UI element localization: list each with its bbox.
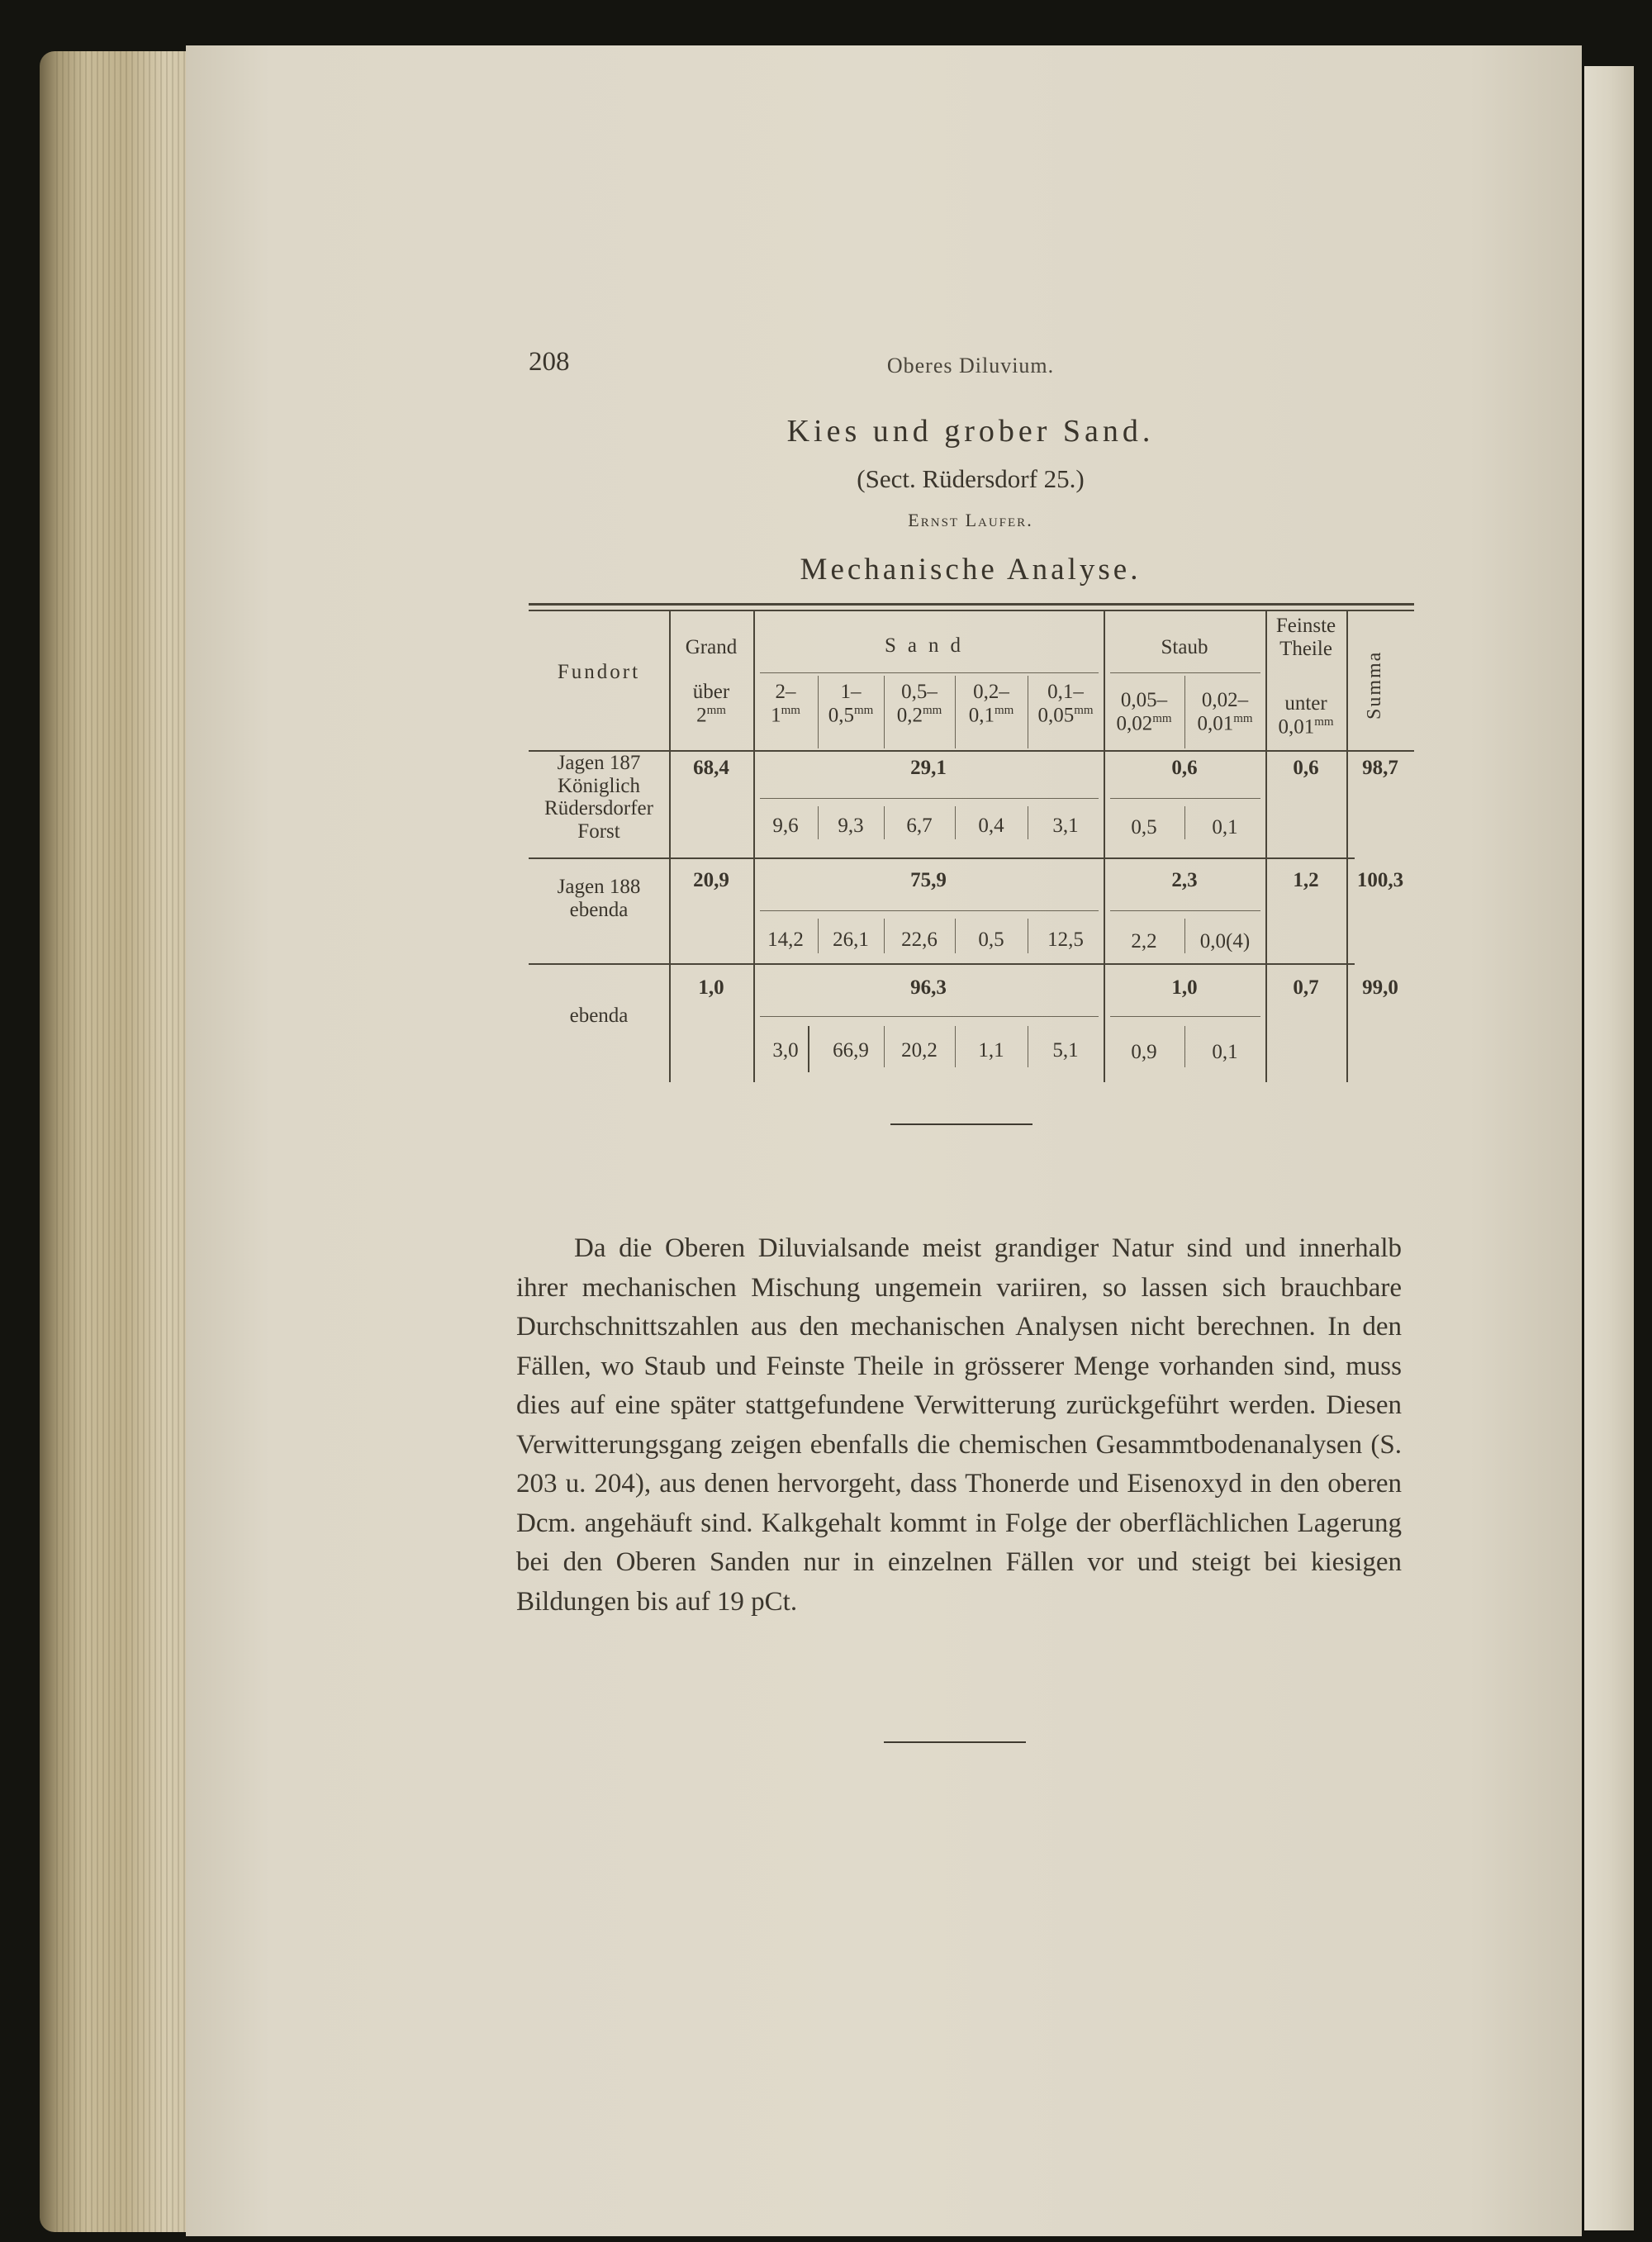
row-1-summa: 98,7: [1362, 757, 1398, 779]
header-grand-sub2: $2^{mm}$: [696, 704, 726, 727]
sand-col-header-4: 0,2– $0,1^{mm}$: [968, 681, 1014, 726]
row-1-sand-5: 3,1: [1052, 815, 1079, 837]
row-2-summa: 100,3: [1356, 869, 1404, 891]
row-1-sand-3: 6,7: [906, 815, 933, 837]
row-1-grand: 68,4: [693, 757, 729, 779]
row-3-sand-1: 3,0: [772, 1039, 799, 1062]
row-2-sand-2: 26,1: [833, 929, 869, 951]
header-feinste-4: $0,01^{mm}$: [1278, 715, 1334, 739]
row-3-grand: 1,0: [698, 976, 724, 999]
section-divider: [890, 1123, 1032, 1125]
staub-sub-rule: [1110, 672, 1260, 673]
row-2-staub-2: 0,0(4): [1199, 930, 1251, 952]
row-3-sand-total: 96,3: [910, 976, 947, 999]
row-1-sand-rule: [760, 798, 1099, 799]
row-2-feinste: 1,2: [1293, 869, 1319, 891]
row-3-feinste: 0,7: [1293, 976, 1319, 999]
row-3-staub-total: 1,0: [1171, 976, 1198, 999]
paragraph-text: Da die Oberen Diluvialsande meist grandiger Natur sind und innerhalb ihrer mechanischen Mischung ungemein variiren, so lassen sich brauchbare Durchschnittszahlen aus den mechanischen Analysen nicht berechnen. In den Fällen, wo Staub und Feinste Theile in grösserer Menge vorhanden sind, muss dies auf eine später stattgefundene Verwitterung zurückgeführt werden. Diesen Verwitterungsgang zeigen ebenfalls die chemischen Gesammtbodenanalysen (S. 203 u. 204), aus denen hervorgeht, dass Thonerde und Eisenoxyd in den oberen Dcm. angehäuft sind. Kalkgehalt kommt in Folge der oberflächlichen Lagerung bei den Oberen Sanden nur in einzelnen Fällen vor und steigt bei kiesigen Bildungen bis auf 19 pCt.: [516, 1233, 1402, 1617]
header-grand-sub1: über: [692, 681, 730, 703]
staub-col-header-2: 0,02– $0,01^{mm}$: [1197, 689, 1253, 734]
row-2-staub-1: 2,2: [1131, 930, 1157, 952]
running-header: [529, 347, 1412, 380]
sand-col-header-5: 0,1– $0,05^{mm}$: [1037, 681, 1094, 726]
row-3-sand-5: 5,1: [1052, 1039, 1079, 1062]
table-top-rule: [529, 603, 1414, 606]
row-3-sand-3: 20,2: [901, 1039, 938, 1062]
running-title: Oberes Diluvium.: [886, 354, 1055, 378]
header-summa: Summa: [1364, 650, 1385, 720]
section-subtitle: (Sect. Rüdersdorf 25.): [857, 464, 1085, 493]
row-1-bottom-rule: [529, 857, 1355, 859]
table-row-3-fundort: ebenda: [569, 1005, 629, 1027]
row-2-bottom-rule: [529, 963, 1355, 965]
col-rule: [1104, 610, 1105, 1082]
facing-page-edge: [1584, 66, 1634, 2230]
analysis-table: [529, 603, 1414, 1099]
end-divider: [884, 1741, 1026, 1743]
sand-sub-rule: [760, 672, 1099, 673]
row-1-staub-1: 0,5: [1131, 816, 1157, 838]
row-3-sand-4: 1,1: [978, 1039, 1004, 1062]
header-grand: Grand: [685, 636, 738, 658]
row-3-summa: 99,0: [1362, 976, 1398, 999]
author-name: Ernst Laufer.: [908, 510, 1033, 530]
page-number: 208: [529, 347, 570, 377]
sand-col-header-1: 2– $1^{mm}$: [771, 681, 800, 726]
row-1-staub-total: 0,6: [1171, 757, 1198, 779]
col-rule: [1346, 610, 1348, 1082]
header-feinste-2: Theile: [1279, 638, 1332, 660]
header-feinste-3: unter: [1284, 692, 1327, 715]
row-1-sand-1: 9,6: [772, 815, 799, 837]
row-1-sand-total: 29,1: [910, 757, 947, 779]
row-1-staub-2: 0,1: [1212, 816, 1238, 838]
row-2-sand-4: 0,5: [978, 929, 1004, 951]
row-3-staub-2: 0,1: [1212, 1041, 1238, 1063]
staub-col-header-1: 0,05– $0,02^{mm}$: [1116, 689, 1172, 734]
row-2-grand: 20,9: [693, 869, 729, 891]
sand-col-header-3: 0,5– $0,2^{mm}$: [896, 681, 942, 726]
row-2-sand-1: 14,2: [767, 929, 804, 951]
page-stack: [40, 51, 197, 2232]
row-2-staub-total: 2,3: [1171, 869, 1198, 891]
sand-col-header-2: 1– $0,5^{mm}$: [828, 681, 874, 726]
row-1-sand-2: 9,3: [838, 815, 864, 837]
row-1-feinste: 0,6: [1293, 757, 1319, 779]
header-fundort: Fundort: [557, 661, 641, 683]
row-2-sand-total: 75,9: [910, 869, 947, 891]
col-rule: [1265, 610, 1267, 1082]
section-title: Kies und grober Sand.: [786, 414, 1155, 449]
row-1-sand-4: 0,4: [978, 815, 1004, 837]
row-2-sand-3: 22,6: [901, 929, 938, 951]
header-sand: Sand: [885, 634, 972, 657]
table-top-rule-2: [529, 610, 1414, 611]
row-3-sand-2: 66,9: [833, 1039, 869, 1062]
row-2-sand-5: 12,5: [1047, 929, 1084, 951]
table-row-2-fundort: Jagen 188 ebenda: [557, 876, 641, 921]
body-paragraph: [516, 1229, 1402, 1622]
analysis-title: Mechanische Analyse.: [800, 553, 1142, 587]
header-staub: Staub: [1161, 636, 1208, 658]
row-3-staub-1: 0,9: [1131, 1041, 1157, 1063]
header-feinste-1: Feinste: [1275, 615, 1336, 637]
table-row-1-fundort: Jagen 187 Königlich Rüdersdorfer Forst: [544, 752, 653, 843]
